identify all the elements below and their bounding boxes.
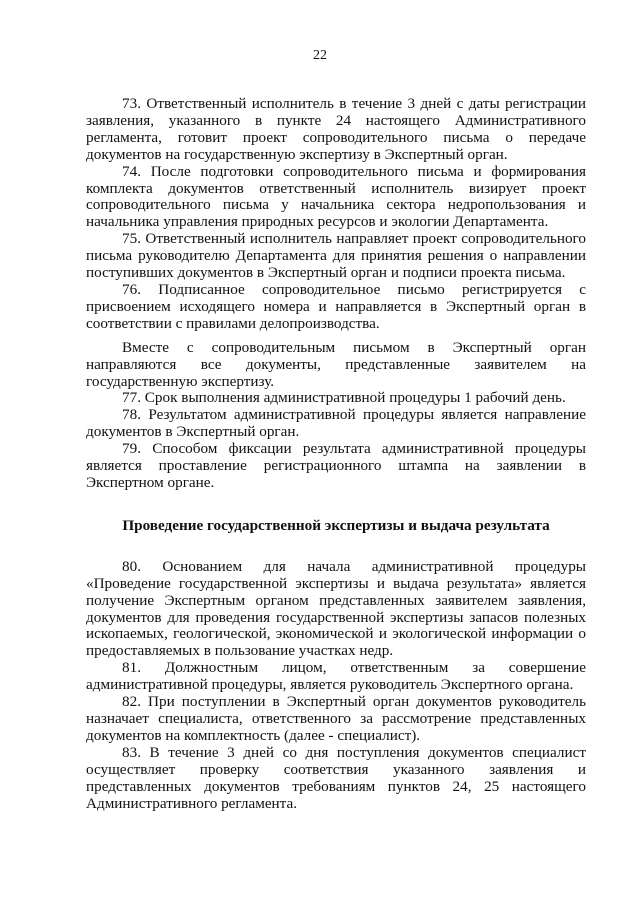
paragraph-79: 79. Способом фиксации результата административной процедуры является проставление регистрационного штампа на заявлении в Экспертном органе. [86, 440, 586, 491]
paragraph-81: 81. Должностным лицом, ответственным за совершение административной процедуры, является руководитель Экспертного органа. [86, 659, 586, 694]
paragraph-73: 73. Ответственный исполнитель в течение 3 дней с даты регистрации заявления, указанного в пункте 24 настоящего Административного регламента, готовит проект сопроводительного письма о передаче документов на государственную экспертизу в Экспертный орган. [86, 95, 586, 163]
paragraph-82: 82. При поступлении в Экспертный орган документов руководитель назначает специалиста, ответственного за рассмотрение представленных документов на комплектность (далее - специалист). [86, 693, 586, 744]
paragraph-76-continuation: Вместе с сопроводительным письмом в Экспертный орган направляются все документы, представленные заявителем на государственную экспертизу. [86, 338, 586, 390]
paragraph-83: 83. В течение 3 дней со дня поступления документов специалист осуществляет проверку соответствия указанного заявления и представленных документов требованиям пунктов 24, 25 настоящего Административного регламента. [86, 743, 586, 812]
paragraph-78: 78. Результатом административной процедуры является направление документов в Экспертный орган. [86, 406, 586, 441]
paragraph-76: 76. Подписанное сопроводительное письмо регистрируется с присвоением исходящего номера и направляется в Экспертный орган в соответствии с правилами делопроизводства. [86, 280, 586, 332]
section-heading: Проведение государственной экспертизы и выдача результата [122, 516, 550, 534]
paragraph-74: 74. После подготовки сопроводительного письма и формирования комплекта документов ответственный исполнитель визирует проект сопроводительного письма у начальника сектора недропользования и начальника управления природных ресурсов и экологии Департамента. [86, 162, 586, 231]
paragraph-77: 77. Срок выполнения административной процедуры 1 рабочий день. [122, 389, 566, 407]
document-body [86, 96, 586, 812]
paragraph-75: 75. Ответственный исполнитель направляет проект сопроводительного письма руководителю Департамента для принятия решения о направлении поступивших документов в Экспертный орган и подписи проекта письма. [86, 230, 586, 282]
paragraph-80: 80. Основанием для начала административной процедуры «Проведение государственной экспертизы и выдача результата» является получение Экспертным органом представленных заявителем заявления, документов для проведения государственной экспертизы запасов полезных ископаемых, геологической, экономической и экологической информации о предоставляемых в пользование участках недр. [86, 557, 586, 660]
page-number: 22 [313, 48, 327, 63]
